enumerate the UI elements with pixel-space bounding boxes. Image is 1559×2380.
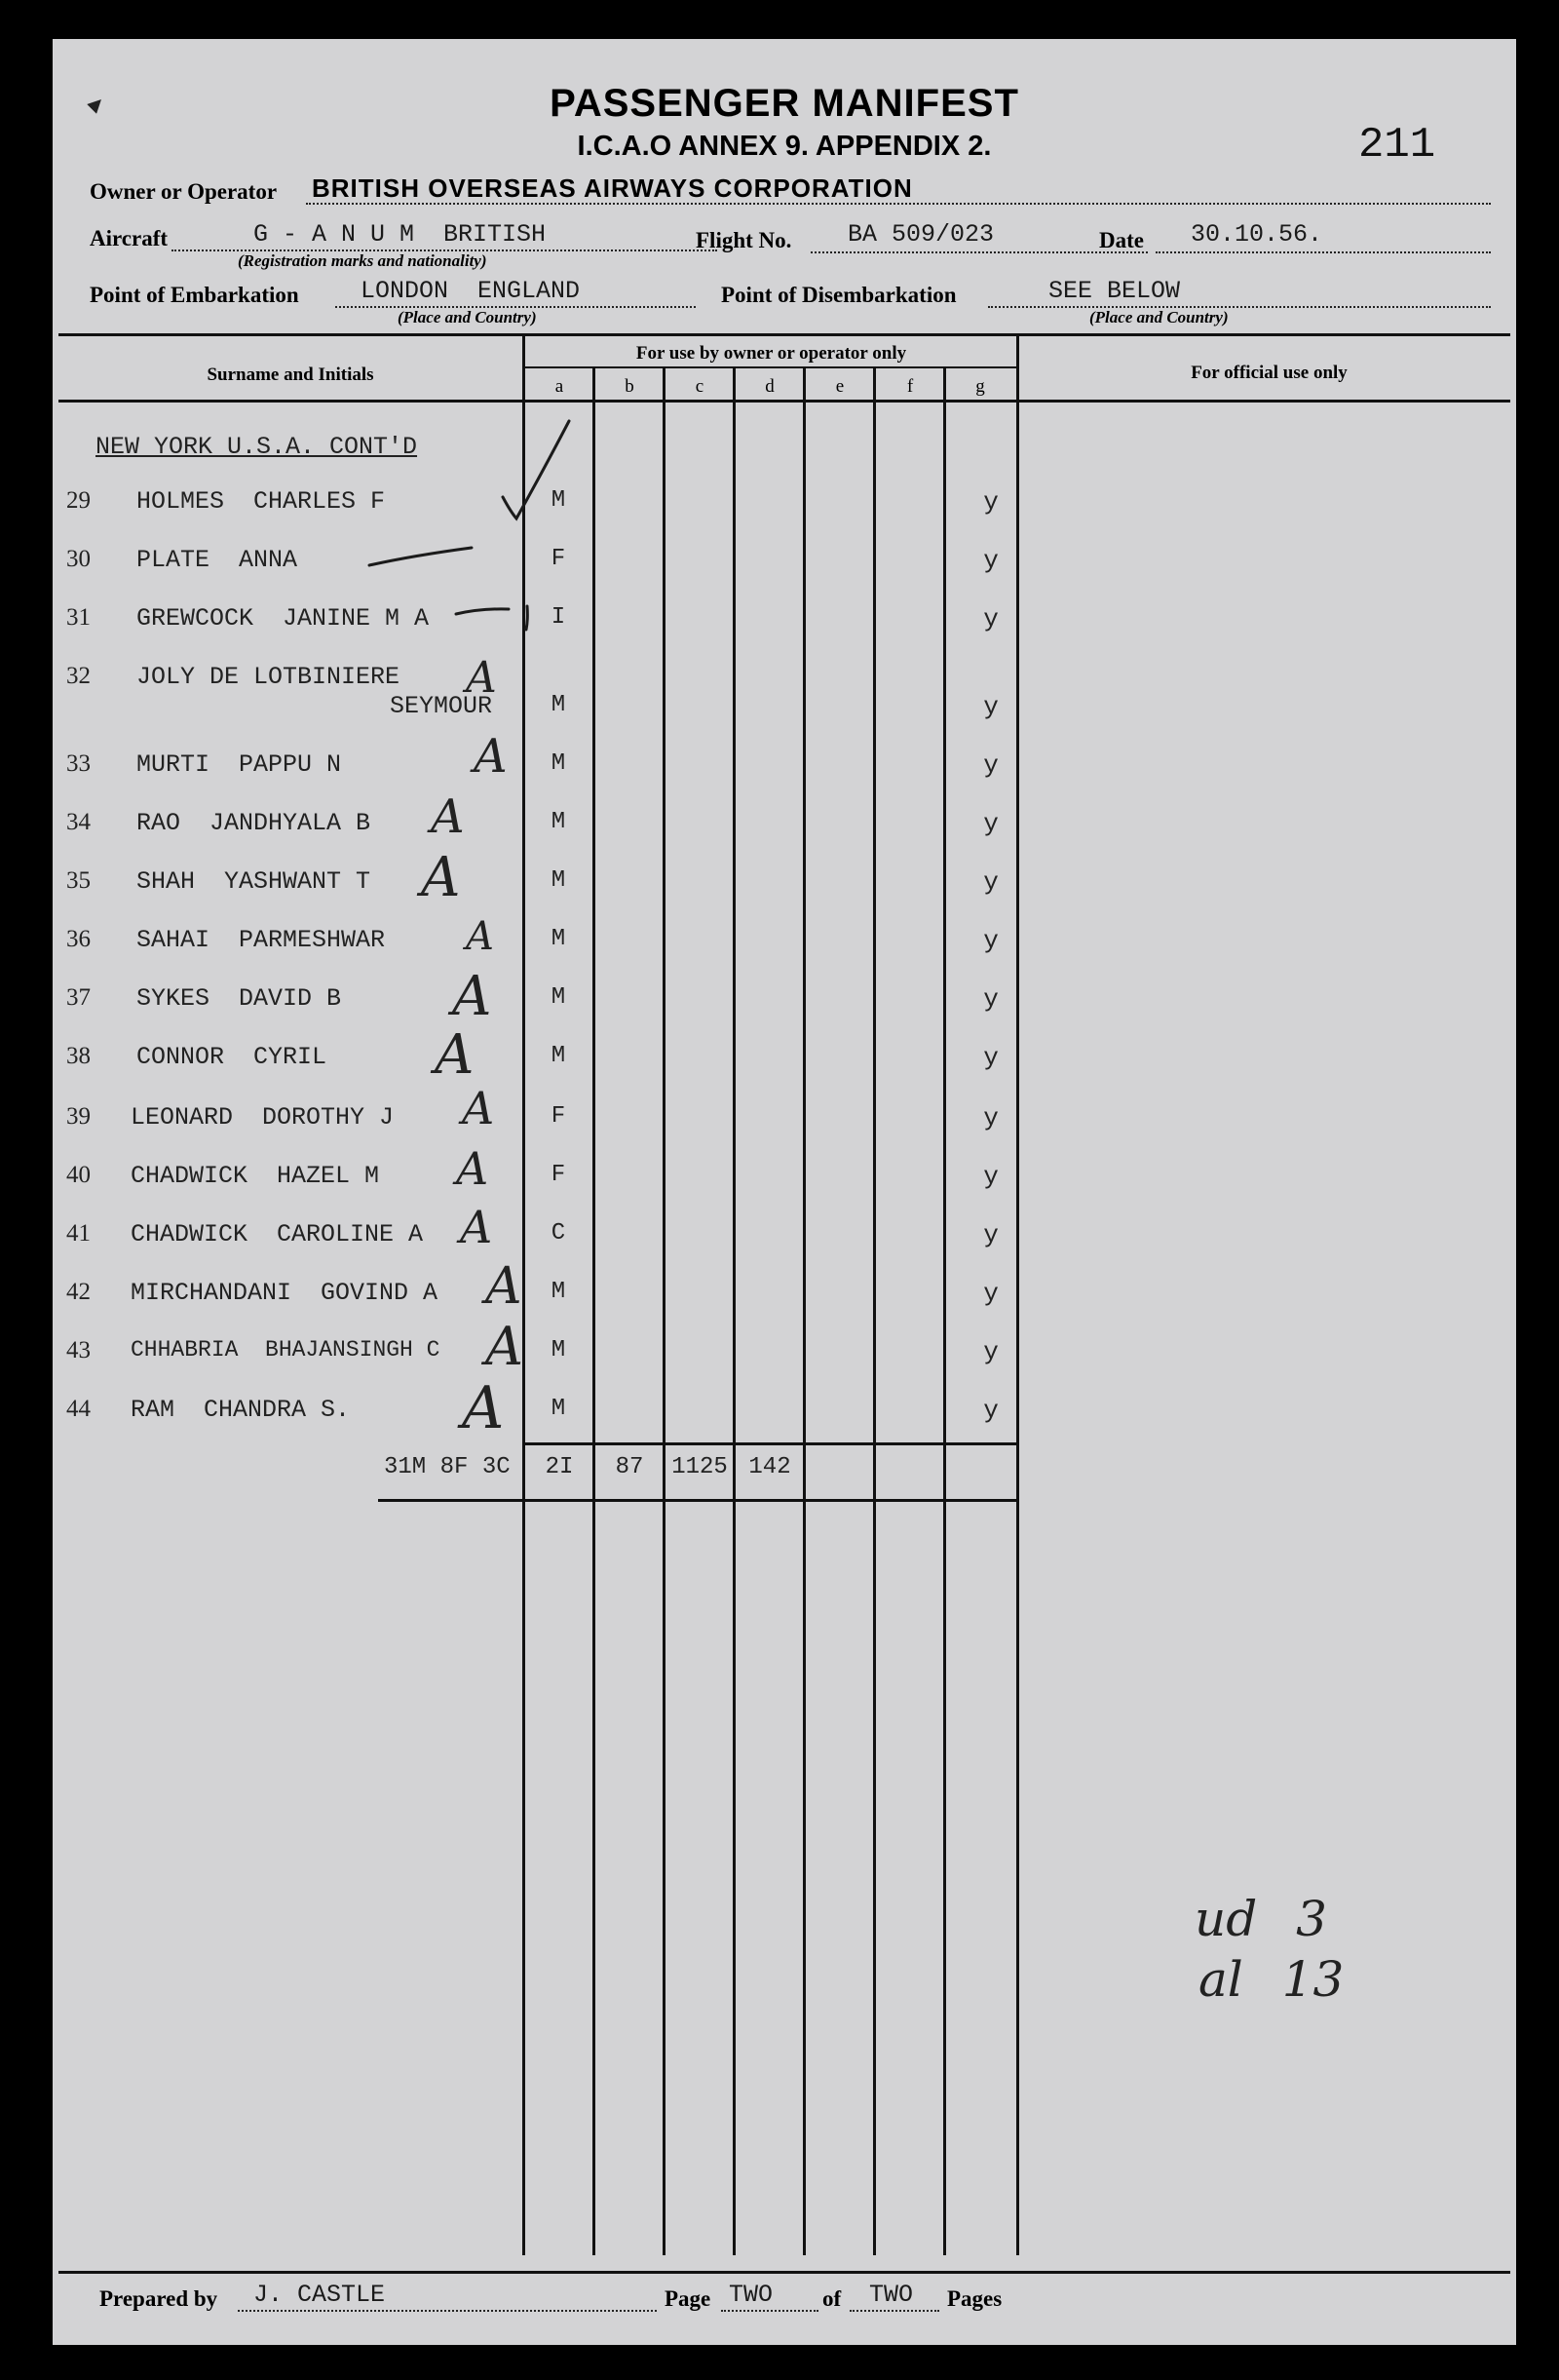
col-a-value: F xyxy=(551,1162,566,1188)
page-label: Page xyxy=(665,2286,711,2311)
of-value: TWO xyxy=(869,2281,914,2309)
handwritten-mark: A xyxy=(462,1374,505,1442)
disembarkation-hint: (Place and Country) xyxy=(1089,308,1229,326)
passenger-name: MIRCHANDANI GOVIND A xyxy=(131,1279,438,1307)
document-subtitle: I.C.A.O ANNEX 9. APPENDIX 2. xyxy=(577,131,992,162)
total-b: 87 xyxy=(615,1454,644,1480)
col-a-value: I xyxy=(551,604,566,631)
passenger-name: HOLMES CHARLES F xyxy=(136,487,386,516)
row-number: 30 xyxy=(66,546,91,572)
col-g-value: y xyxy=(983,1103,999,1132)
totals-bottom-rule xyxy=(378,1499,1019,1502)
strike-line xyxy=(526,606,527,630)
col-name-header: Surname and Initials xyxy=(207,365,374,385)
row-number: 40 xyxy=(66,1162,91,1188)
col-g-value: y xyxy=(983,926,999,955)
col-a-value: M xyxy=(551,1043,566,1069)
passenger-name-continued: SEYMOUR xyxy=(390,692,493,720)
prepared-by-dots xyxy=(238,2310,657,2312)
row-number: 36 xyxy=(66,926,91,952)
row-number: 44 xyxy=(66,1396,91,1422)
col-g-header: g xyxy=(975,376,985,397)
owner-value: BRITISH OVERSEAS AIRWAYS CORPORATION xyxy=(312,173,913,203)
page-dots xyxy=(721,2310,818,2312)
owner-use-header: For use by owner or operator only xyxy=(635,343,907,364)
col-a-value: M xyxy=(551,809,566,835)
handwritten-mark: A xyxy=(456,1142,489,1195)
total-a: 2I xyxy=(545,1454,574,1480)
row-number: 37 xyxy=(66,984,91,1011)
handwritten-mark: A xyxy=(452,965,492,1028)
owner-label: Owner or Operator xyxy=(90,179,278,204)
col-g-value: y xyxy=(983,1220,999,1249)
strike-line xyxy=(369,548,472,565)
col-d-header: d xyxy=(765,376,775,397)
col-g-value: y xyxy=(983,1043,999,1072)
prepared-by-value: J. CASTLE xyxy=(253,2281,386,2309)
totals-label: 31M 8F 3C xyxy=(384,1454,511,1480)
col-a-value: M xyxy=(551,926,566,952)
col-a-value: M xyxy=(551,692,566,718)
page-number: 211 xyxy=(1358,121,1436,170)
passenger-name: PLATE ANNA xyxy=(136,546,298,574)
flight-label: Flight No. xyxy=(696,228,792,252)
section-heading: NEW YORK U.S.A. CONT'D xyxy=(95,433,418,461)
col-b-header: b xyxy=(625,376,634,397)
col-g-value: y xyxy=(983,984,999,1014)
handwritten-mark: A xyxy=(431,789,465,844)
of-dots xyxy=(850,2310,939,2312)
row-number: 33 xyxy=(66,750,91,777)
check-mark-icon xyxy=(503,421,569,518)
handwritten-mark: A xyxy=(485,1316,523,1377)
prepared-by-label: Prepared by xyxy=(99,2286,218,2311)
aircraft-hint: (Registration marks and nationality) xyxy=(238,251,487,270)
row-number: 29 xyxy=(66,487,91,514)
handwritten-mark: A xyxy=(485,1257,522,1316)
col-c-header: c xyxy=(695,376,704,397)
col-e-header: e xyxy=(835,376,845,397)
aircraft-value: G - A N U M BRITISH xyxy=(253,220,547,249)
handwritten-note-line1: ud 3 xyxy=(1195,1891,1327,1947)
handwritten-marks xyxy=(53,39,1516,1501)
passenger-name: SYKES DAVID B xyxy=(136,984,342,1013)
col-a-value: M xyxy=(551,1396,566,1422)
disembarkation-label: Point of Disembarkation xyxy=(721,283,957,307)
document-title: PASSENGER MANIFEST xyxy=(550,82,1019,125)
col-g-value: y xyxy=(983,487,999,517)
strike-line xyxy=(456,609,509,614)
embarkation-value: LONDON ENGLAND xyxy=(361,277,581,305)
row-number: 32 xyxy=(66,663,91,689)
col-a-value: F xyxy=(551,546,566,572)
passenger-name: LEONARD DOROTHY J xyxy=(131,1103,395,1132)
flight-value: BA 509/023 xyxy=(848,220,995,249)
footer-rule xyxy=(58,2271,1510,2274)
col-g-value: y xyxy=(983,750,999,780)
handwritten-mark: A xyxy=(462,1082,495,1134)
totals-top-rule xyxy=(522,1442,1019,1445)
disembarkation-value: SEE BELOW xyxy=(1048,277,1181,305)
embarkation-hint: (Place and Country) xyxy=(398,308,537,326)
handwritten-mark: A xyxy=(460,1201,493,1253)
col-a-value: M xyxy=(551,1279,566,1305)
row-number: 35 xyxy=(66,867,91,894)
row-number: 39 xyxy=(66,1103,91,1130)
passenger-name: SAHAI PARMESHWAR xyxy=(136,926,386,954)
passenger-name: MURTI PAPPU N xyxy=(136,750,342,779)
col-g-value: y xyxy=(983,809,999,838)
row-number: 43 xyxy=(66,1337,91,1363)
col-a-value: M xyxy=(551,867,566,894)
handwritten-mark: A xyxy=(435,1023,475,1087)
aircraft-label: Aircraft xyxy=(90,226,169,250)
col-g-value: y xyxy=(983,867,999,897)
col-a-value: M xyxy=(551,1337,566,1363)
passenger-name: CHHABRIA BHAJANSINGH C xyxy=(131,1337,440,1363)
embarkation-label: Point of Embarkation xyxy=(90,283,299,307)
passenger-name: JOLY DE LOTBINIERE xyxy=(136,663,400,691)
row-number: 31 xyxy=(66,604,91,631)
row-number: 38 xyxy=(66,1043,91,1069)
handwritten-mark: A xyxy=(421,846,461,909)
col-a-header: a xyxy=(554,376,564,397)
col-g-value: y xyxy=(983,692,999,721)
passenger-name: RAM CHANDRA S. xyxy=(131,1396,351,1424)
col-g-value: y xyxy=(983,1279,999,1308)
passenger-name: RAO JANDHYALA B xyxy=(136,809,371,837)
handwritten-mark: A xyxy=(466,914,494,959)
col-a-value: F xyxy=(551,1103,566,1130)
row-number: 41 xyxy=(66,1220,91,1247)
page-value: TWO xyxy=(729,2281,774,2309)
date-value: 30.10.56. xyxy=(1191,220,1323,249)
col-g-value: y xyxy=(983,1162,999,1191)
passenger-name: GREWCOCK JANINE M A xyxy=(136,604,430,633)
col-a-value: M xyxy=(551,984,566,1011)
passenger-name: CHADWICK HAZEL M xyxy=(131,1162,380,1190)
col-g-value: y xyxy=(983,604,999,633)
col-a-value: M xyxy=(551,750,566,777)
col-g-value: y xyxy=(983,1337,999,1366)
col-g-value: y xyxy=(983,546,999,575)
passenger-name: CONNOR CYRIL xyxy=(136,1043,327,1071)
handwritten-mark: A xyxy=(474,729,508,784)
col-g-value: y xyxy=(983,1396,999,1425)
total-c: 1125 xyxy=(671,1454,728,1480)
pages-label: Pages xyxy=(947,2286,1003,2311)
row-number: 34 xyxy=(66,809,91,835)
handwritten-note-line2: al 13 xyxy=(1198,1951,1345,2008)
passenger-name: CHADWICK CAROLINE A xyxy=(131,1220,424,1248)
handwritten-mark: A xyxy=(466,653,497,703)
official-use-header: For official use only xyxy=(1191,363,1348,383)
col-f-header: f xyxy=(906,376,914,397)
col-a-value: C xyxy=(551,1220,566,1247)
date-label: Date xyxy=(1099,228,1144,252)
passenger-name: SHAH YASHWANT T xyxy=(136,867,371,896)
total-d: 142 xyxy=(748,1454,791,1480)
manifest-document xyxy=(53,39,1516,2345)
of-label: of xyxy=(822,2286,842,2311)
row-number: 42 xyxy=(66,1279,91,1305)
col-a-value: M xyxy=(551,487,566,514)
